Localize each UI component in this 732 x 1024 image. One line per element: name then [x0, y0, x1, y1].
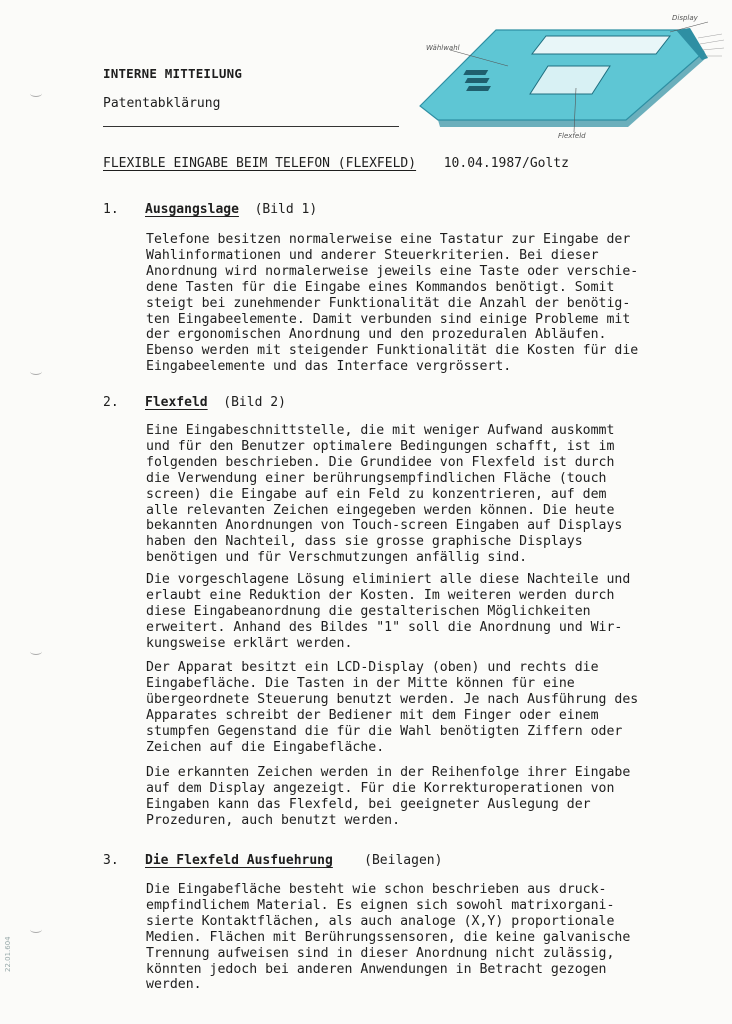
section-title: Die Flexfeld Ausfuehrung: [145, 853, 333, 868]
device-key: [463, 70, 488, 75]
section-number: 2.: [103, 395, 119, 410]
subject-line: [103, 156, 569, 171]
section-title: Ausgangslage: [145, 202, 239, 217]
label-tasten: Wählwahl: [426, 44, 460, 52]
section-ref: (Beilagen): [364, 853, 443, 868]
section-2-paragraph-2: Die vorgeschlagene Lösung eliminiert alle diese Nachteile und erlaubt eine Reduktion der Kosten. Im weiteren werden durch diese Eingabeanordnung die gestalterischen Möglichkeiten erweitert. Anhand des Bildes "1" soll die Anordnung und Wir- kungsweise erklärt werden.: [146, 572, 631, 651]
section-2-paragraph-3: Der Apparat besitzt ein LCD-Display (oben) und rechts die Eingabefläche. Die Tasten in der Mitte können für eine übergeordnete Steuerung benutzt werden. Je nach Ausführung des Apparates schreibt der Bediener mit dem Finger oder einem stumpfen Gegenstand die für die Wahl benötigten Ziffern oder Zeichen auf die Eingabefläche.: [146, 660, 639, 755]
memo-title: INTERNE MITTEILUNG: [103, 66, 243, 81]
section-2-heading: [103, 395, 286, 410]
label-display: Display: [672, 14, 698, 22]
section-3-heading: [103, 853, 442, 868]
section-3-paragraph-1: Die Eingabefläche besteht wie schon beschrieben aus druck- empfindlichem Material. Es eignen sich sowohl matrixorgani- sierte Kontaktflächen, als auch analoge (X,Y) proportionale Medien. Flächen mit Berührungssensoren, die keine galvanische Trennung aufweisen sind in dieser Anordnung nicht zulässig, könnten jedoch bei anderen Anwendungen in Betracht gezogen werden.: [146, 882, 631, 993]
header-rule: [103, 126, 399, 127]
label-flexfeld: Flexfeld: [558, 132, 586, 140]
section-1-paragraph-1: Telefone besitzen normalerweise eine Tastatur zur Eingabe der Wahlinformationen und anderer Steuerkriterien. Bei dieser Anordnung wird normalerweise jeweils eine Taste oder verschie- dene Tasten für die Eingabe eines Kommandos benötigt. Somit steigt bei zunehmender Funktionalität die Anzahl der benötig- ten Eingabeelemente. Damit verbunden sind einige Probleme mit der ergonomischen Anordnung und den prozeduralen Abläufen. Ebenso werden mit steigender Funktionalität die Kosten für die Eingabeelemente und das Interface vergrössert.: [146, 232, 639, 375]
margin-mark: [30, 926, 42, 933]
date-author: 10.04.1987/Goltz: [443, 156, 569, 171]
section-ref: (Bild 2): [223, 395, 286, 410]
section-1-heading: [103, 202, 317, 217]
device-key: [466, 86, 491, 91]
telephone-sketch: [408, 8, 726, 143]
margin-mark: [30, 90, 42, 97]
memo-subtitle: Patentabklärung: [103, 96, 221, 111]
device-key: [465, 78, 490, 83]
section-number: 3.: [103, 853, 119, 868]
section-2-paragraph-1: Eine Eingabeschnittstelle, die mit weniger Aufwand auskommt und für den Benutzer optimalere Bedingungen schafft, ist im folgenden beschrieben. Die Grundidee von Flexfeld ist durch die Verwendung einer berührungsempfindlichen Fläche (touch screen) die Eingabe auf ein Feld zu konzentrieren, auf dem alle relevanten Zeichen eingegeben werden können. Die heute bekannten Anordnungen von Touch-screen Eingaben auf Displays haben den Nachteil, dass sie grosse graphische Displays benötigen und für Verschmutzungen anfällig sind.: [146, 423, 623, 566]
archive-stamp: 22.01.604: [4, 936, 12, 972]
section-ref: (Bild 1): [254, 202, 318, 217]
margin-mark: [30, 368, 42, 375]
margin-mark: [30, 648, 42, 655]
section-title: Flexfeld: [145, 395, 208, 410]
subject-text: FLEXIBLE EINGABE BEIM TELEFON (FLEXFELD): [103, 156, 417, 171]
device-display: [532, 36, 670, 54]
section-number: 1.: [103, 202, 119, 217]
section-2-paragraph-4: Die erkannten Zeichen werden in der Reihenfolge ihrer Eingabe auf dem Display angezeigt. Für die Korrekturoperationen von Eingaben kann das Flexfeld, bei geeigneter Auslegung der Prozeduren, auch benutzt werden.: [146, 765, 631, 828]
